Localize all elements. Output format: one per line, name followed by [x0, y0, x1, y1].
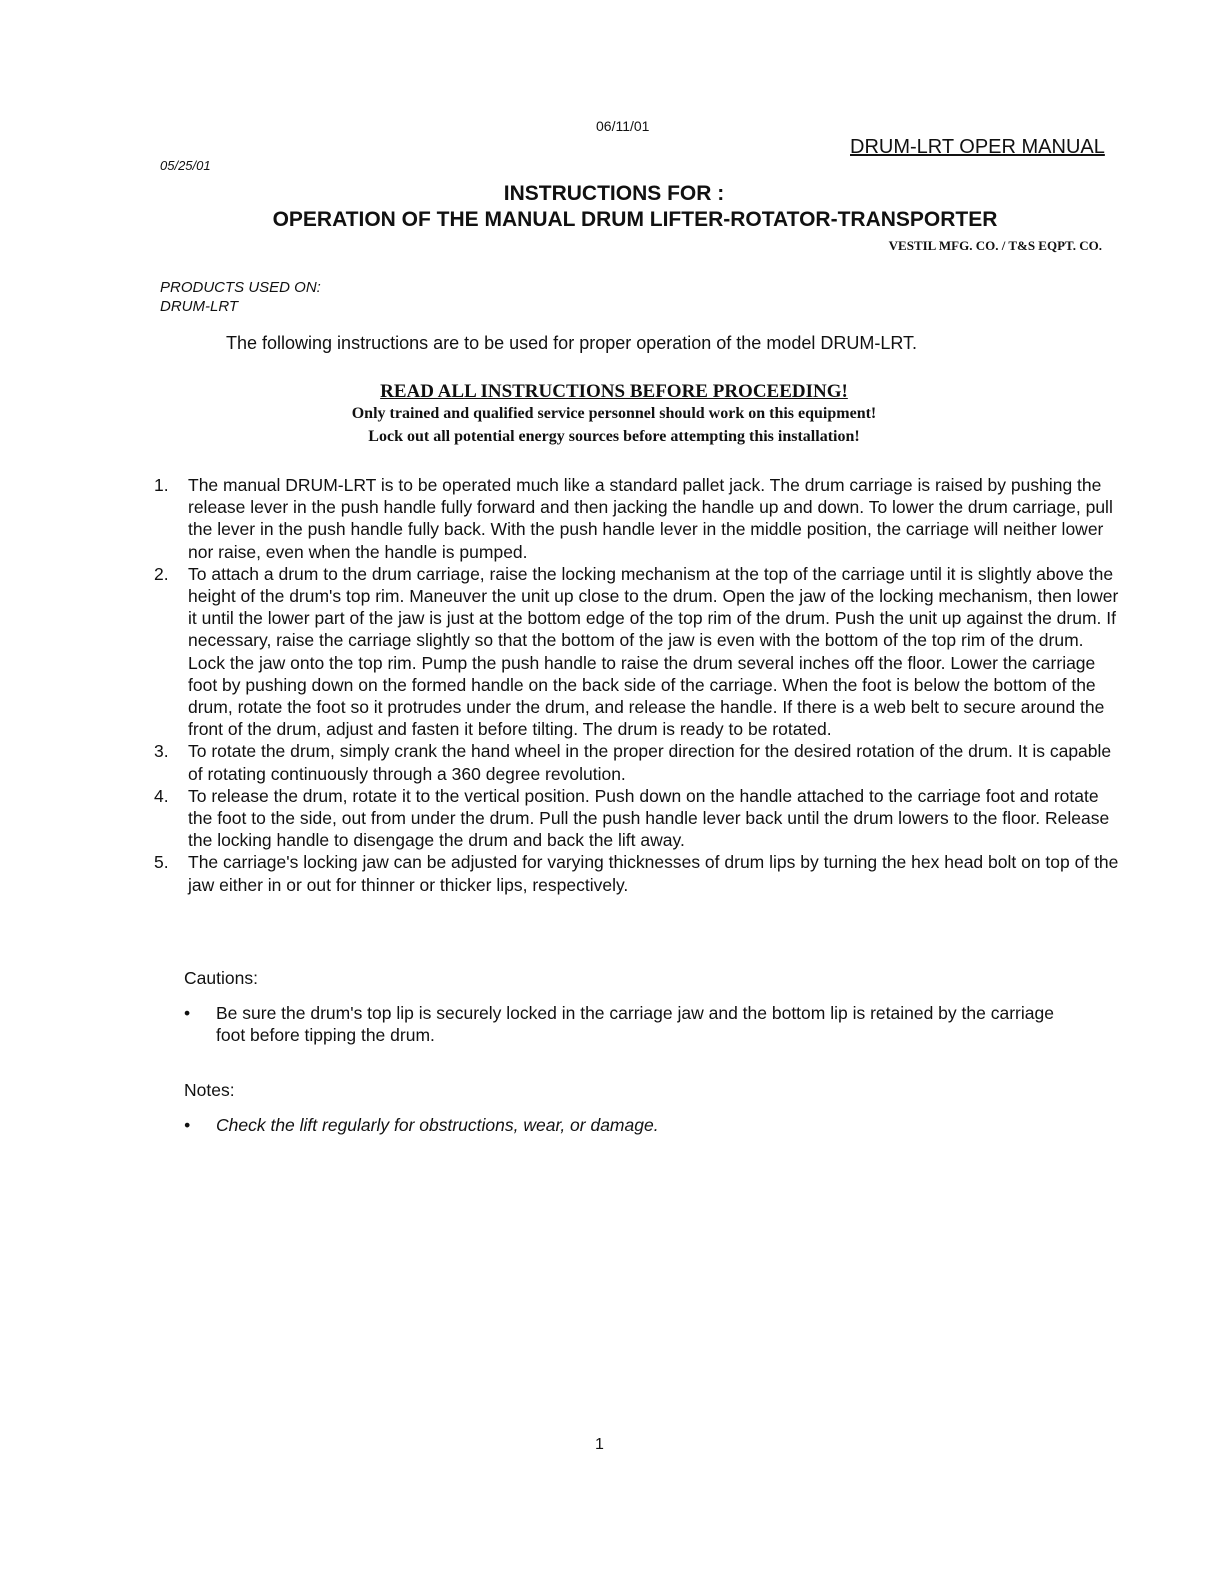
list-item — [184, 1002, 1064, 1046]
date-left: 05/25/01 — [160, 158, 211, 173]
notes-list — [184, 1114, 1064, 1136]
bullet-icon: • — [184, 1003, 191, 1023]
intro-text: The following instructions are to be used for proper operation of the model DRUM-LRT. — [226, 333, 918, 353]
step-item — [150, 740, 1120, 784]
products-used — [160, 278, 321, 316]
step-item — [150, 563, 1120, 741]
manual-title: DRUM-LRT OPER MANUAL — [850, 136, 1105, 158]
step-number: 2. — [154, 563, 169, 584]
cautions-list — [184, 1002, 1064, 1046]
step-number: 4. — [154, 785, 169, 806]
products-label: PRODUCTS USED ON: — [160, 279, 321, 296]
step-text: The manual DRUM-LRT is to be operated much like a standard pallet jack. The drum carriage is raised by pushing the release lever in the push handle fully forward and then jacking the handle up and down. To lower the drum carriage, pull the lever in the push handle fully back. With the push handle lever in the middle position, the carriage will neither lower nor raise, even when the handle is pumped. — [188, 475, 1113, 562]
step-text: To attach a drum to the drum carriage, raise the locking mechanism at the top of the carriage until it is slightly above the height of the drum's top rim. Maneuver the unit up close to the drum. Open the jaw of the locking mechanism, then lower it until the lower part of the jaw is just at the bottom edge of the top rim of the drum. Push the unit up against the drum. If necessary, raise the carriage slightly so that the bottom of the jaw is even with the bottom of the top rim of the drum. Lock the jaw onto the top rim. Pump the push handle to raise the drum several inches off the floor. Lower the carriage foot by pushing down on the formed handle on the back side of the carriage. When the foot is below the bottom of the drum, rotate the foot so it protrudes under the drum, and release the handle. If there is a web belt to secure around the front of the drum, adjust and fasten it before tilting. The drum is ready to be rotated. — [188, 563, 1119, 740]
step-text: To release the drum, rotate it to the vertical position. Push down on the handle attached to the carriage foot and rotate the foot to the side, out from under the drum. Pull the push handle lever back until the drum lowers to the floor. Release the locking handle to disengage the drum and back the lift away. — [188, 785, 1110, 851]
warning-line-1: Only trained and qualified service personnel should work on this equipment! — [351, 405, 877, 422]
step-number: 1. — [154, 475, 169, 495]
step-item — [150, 474, 1120, 563]
step-item — [150, 785, 1120, 852]
warning-heading: READ ALL INSTRUCTIONS BEFORE PROCEEDING! — [380, 381, 848, 402]
step-number: 5. — [154, 852, 169, 873]
cautions-heading: Cautions: — [184, 968, 258, 988]
list-item — [184, 1114, 1064, 1136]
notes-heading: Notes: — [184, 1080, 235, 1100]
products-model: DRUM-LRT — [160, 298, 239, 315]
page-number: 1 — [595, 1436, 604, 1453]
instruction-steps — [150, 474, 1120, 896]
company-name: VESTIL MFG. CO. / T&S EQPT. CO. — [888, 238, 1102, 253]
bullet-icon: • — [184, 1115, 191, 1135]
step-text: The carriage's locking jaw can be adjusted for varying thicknesses of drum lips by turning the hex head bolt on top of the jaw either in or out for thinner or thicker lips, respectively. — [188, 852, 1119, 895]
step-text: To rotate the drum, simply crank the hand wheel in the proper direction for the desired rotation of the drum. It is capable of rotating continuously through a 360 degree revolution. — [188, 741, 1112, 784]
date-top: 06/11/01 — [596, 118, 650, 134]
sub-title: OPERATION OF THE MANUAL DRUM LIFTER-ROTATOR-TRANSPORTER — [272, 208, 998, 231]
warning-line-2: Lock out all potential energy sources before attempting this installation! — [368, 428, 860, 445]
note-text: Check the lift regularly for obstructions, wear, or damage. — [216, 1115, 659, 1135]
step-number: 3. — [154, 741, 169, 762]
caution-text: Be sure the drum's top lip is securely locked in the carriage jaw and the bottom lip is retained by the carriage foot before tipping the drum. — [216, 1003, 1054, 1046]
main-title: INSTRUCTIONS FOR : — [503, 182, 725, 205]
step-item — [150, 851, 1120, 895]
